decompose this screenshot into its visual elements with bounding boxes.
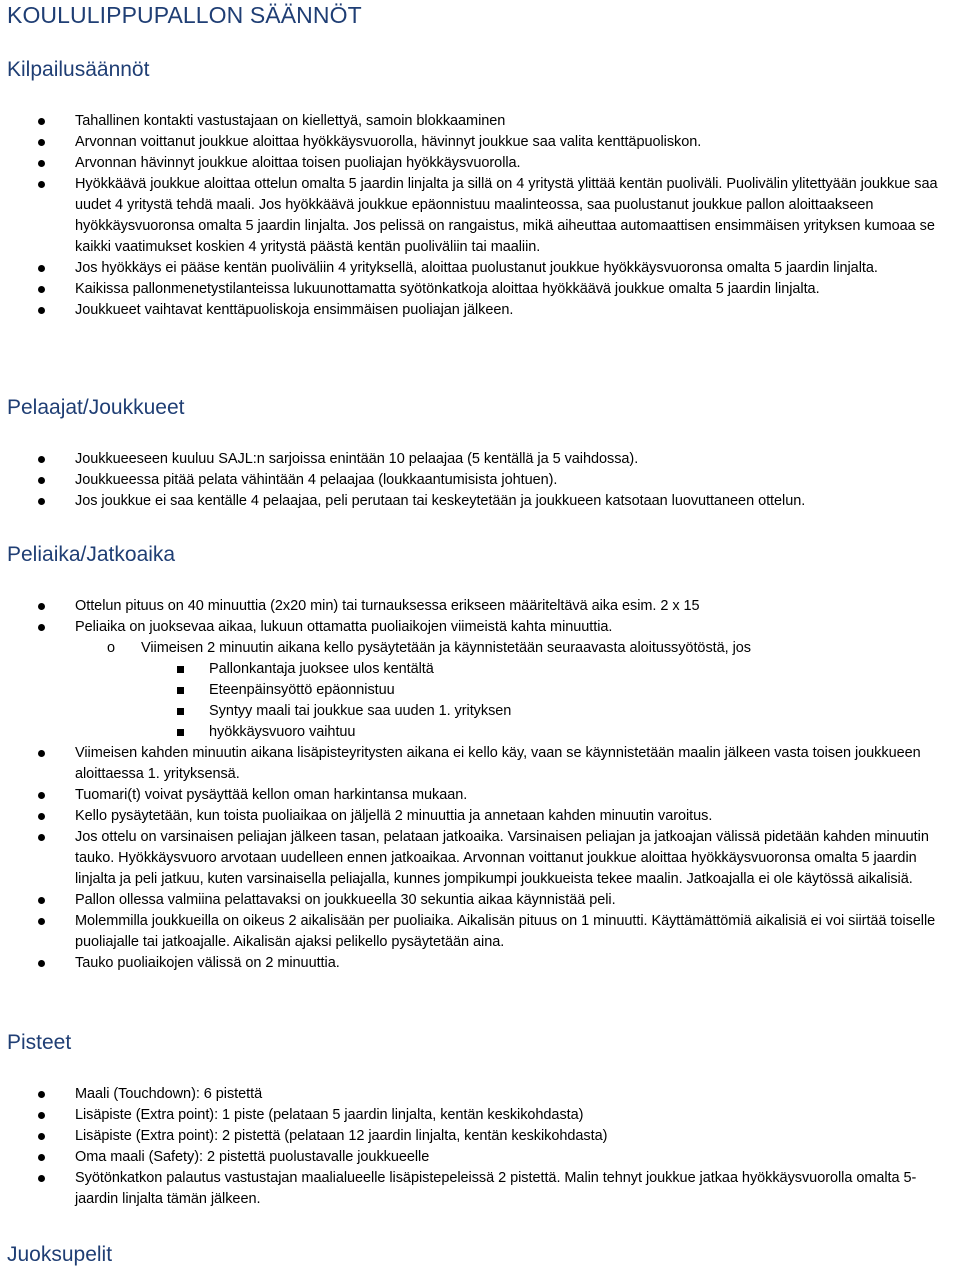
- list-item: [0, 1105, 960, 1126]
- list-item-text: Kello pysäytetään, kun toista puoliaikaa on jäljellä 2 minuuttia ja annetaan kahden minuutin varoitus.: [75, 808, 713, 824]
- list-item: [0, 911, 960, 953]
- list-item-text: Molemmilla joukkueilla on oikeus 2 aikalisään per puoliaika. Aikalisän pituus on 1 minuutti. Käyttämättömiä aikalisiä ei voi siirtää toiselle puoliajalle tai jatkoajalle. Aikalisän ajaksi pelikello pysäytetään aina.: [75, 913, 936, 950]
- list-item-text: Syötönkatkon palautus vastustajan maalialueelle lisäpistepeleissä 2 pistettä. Malin tehnyt joukkue jatkaa hyökkäysvuorolla omalta 5-jaardin linjalta tämän jälkeen.: [75, 1170, 917, 1207]
- list-item: [0, 617, 960, 638]
- list-item: [0, 596, 960, 617]
- list-item-text: Pallon ollessa valmiina pelattavaksi on joukkueella 30 sekuntia aikaa käynnistää peli.: [75, 892, 616, 908]
- section-heading-pelaajat-joukkueet: Pelaajat/Joukkueet: [7, 396, 185, 419]
- section-heading-juoksupelit: Juoksupelit: [7, 1243, 113, 1266]
- section-heading-pisteet: Pisteet: [7, 1031, 72, 1054]
- list-item-text: Tahallinen kontakti vastustajaan on kiellettyä, samoin blokkaaminen: [75, 113, 506, 129]
- list-pisteet: [0, 1084, 960, 1210]
- list-pelaajat-joukkueet: [0, 449, 960, 512]
- list-item-text: Eteenpäinsyöttö epäonnistuu: [209, 682, 395, 698]
- list-item-text: Ottelun pituus on 40 minuuttia (2x20 min) tai turnauksessa erikseen määriteltävä aika esim. 2 x 15: [75, 598, 700, 614]
- list-item: [0, 1126, 960, 1147]
- list-item-text: Viimeisen 2 minuutin aikana kello pysäytetään ja käynnistetään seuraavasta aloitussyötöstä, jos: [141, 640, 751, 656]
- list-item-text: Viimeisen kahden minuutin aikana lisäpisteyritysten aikana ei kello käy, vaan se käynnistetään maalin jälkeen vasta toisen joukkueen aloittaessa 1. yrityksensä.: [75, 745, 921, 782]
- list-item-text: Tauko puoliaikojen välissä on 2 minuuttia.: [75, 955, 340, 971]
- list-item: [0, 300, 960, 321]
- list-item: [0, 1084, 960, 1105]
- list-item: [0, 953, 960, 974]
- sub-sub-list-item: [0, 722, 960, 743]
- list-item: [0, 1147, 960, 1168]
- list-item-text: Joukkueeseen kuuluu SAJL:n sarjoissa enintään 10 pelaajaa (5 kentällä ja 5 vaihdossa).: [75, 451, 639, 467]
- list-item: [0, 491, 960, 512]
- list-item: [0, 785, 960, 806]
- list-item-text: Pallonkantaja juoksee ulos kentältä: [209, 661, 434, 677]
- list-item-text: Syntyy maali tai joukkue saa uuden 1. yrityksen: [209, 703, 512, 719]
- document-title: KOULULIPPUPALLON SÄÄNNÖT: [7, 2, 362, 28]
- list-item: [0, 258, 960, 279]
- list-item: [0, 132, 960, 153]
- list-item: [0, 174, 960, 258]
- list-item: [0, 1168, 960, 1210]
- list-item: [0, 153, 960, 174]
- list-item: [0, 449, 960, 470]
- section-heading-peliaika-jatkoaika: Peliaika/Jatkoaika: [7, 543, 176, 566]
- list-item-text: Tuomari(t) voivat pysäyttää kellon oman harkintansa mukaan.: [75, 787, 468, 803]
- list-item-text: Jos ottelu on varsinaisen peliajan jälkeen tasan, pelataan jatkoaika. Varsinaisen peliajan ja jatkoajan välissä pidetään kahden minuutin tauko. Hyökkäysvuoro arvotaan uudelleen ennen jatkoaikaa. Arvonnan voittanut joukkue aloittaa hyökkäysvuoronsa omalta 5 jaardin linjalta ja peli jatkuu, kuten varsinaisella peliajalla, kunnes jompikumpi joukkueista tekee maalin. Jatkoajalla ei ole käytössä aikalisiä.: [75, 829, 929, 887]
- list-item-text: hyökkäysvuoro vaihtuu: [209, 724, 356, 740]
- sub-sub-list-item: [0, 701, 960, 722]
- list-item-text: Arvonnan voittanut joukkue aloittaa hyökkäysvuorolla, hävinnyt joukkue saa valita kenttäpuoliskon.: [75, 134, 702, 150]
- section-heading-kilpailusaannot: Kilpailusäännöt: [7, 58, 150, 81]
- list-item: [0, 470, 960, 491]
- list-item-text: Peliaika on juoksevaa aikaa, lukuun ottamatta puoliaikojen viimeistä kahta minuuttia.: [75, 619, 613, 635]
- list-item-text: Oma maali (Safety): 2 pistettä puolustavalle joukkueelle: [75, 1149, 430, 1165]
- list-item-text: Jos hyökkäys ei pääse kentän puoliväliin 4 yrityksellä, aloittaa puolustanut joukkue hyökkäysvuoronsa omalta 5 jaardin linjalta.: [75, 260, 878, 276]
- list-item-text: Joukkueet vaihtavat kenttäpuoliskoja ensimmäisen puoliajan jälkeen.: [75, 302, 514, 318]
- list-item-text: Hyökkäävä joukkue aloittaa ottelun omalta 5 jaardin linjalta ja sillä on 4 yritystä ylittää kentän puoliväli. Puolivälin ylitettyään joukkue saa uudet 4 yritystä tehdä maali. Jos hyökkäävä joukkue epäonnistuu maalinteossa, saa puolustanut joukkue pallon aloittaakseen hyökkäysvuoronsa omalta 5 jaardin linjalta. Jos pelissä on rangaistus, mikä aiheuttaa automaattisen ensimmäisen yrityksen kumoaa se kaikki vaatimukset koskien 4 yritystä päästä kentän puoliväliin tai maaliin.: [75, 176, 938, 255]
- list-item: [0, 806, 960, 827]
- list-item: [0, 279, 960, 300]
- list-item-text: Lisäpiste (Extra point): 2 pistettä (pelataan 12 jaardin linjalta, kentän keskikohdasta): [75, 1128, 608, 1144]
- list-item-text: Arvonnan hävinnyt joukkue aloittaa toisen puoliajan hyökkäysvuorolla.: [75, 155, 521, 171]
- list-item: [0, 111, 960, 132]
- list-item-text: Maali (Touchdown): 6 pistettä: [75, 1086, 263, 1102]
- list-item: [0, 743, 960, 785]
- list-item: [0, 890, 960, 911]
- sub-list-item: [0, 638, 960, 659]
- list-item-text: Joukkueessa pitää pelata vähintään 4 pelaajaa (loukkaantumisista johtuen).: [75, 472, 558, 488]
- sub-sub-list-item: [0, 659, 960, 680]
- list-item-text: Jos joukkue ei saa kentälle 4 pelaajaa, peli perutaan tai keskeytetään ja joukkueen katsotaan luovuttaneen ottelun.: [75, 493, 806, 509]
- list-item-text: Lisäpiste (Extra point): 1 piste (pelataan 5 jaardin linjalta, kentän keskikohdasta): [75, 1107, 584, 1123]
- list-item-text: Kaikissa pallonmenetystilanteissa lukuunottamatta syötönkatkoja aloittaa hyökkäävä joukkue omalta 5 jaardin linjalta.: [75, 281, 820, 297]
- list-kilpailusaannot: [0, 111, 960, 321]
- list-item: [0, 827, 960, 890]
- sub-sub-list-item: [0, 680, 960, 701]
- list-peliaika-jatkoaika: [0, 596, 960, 974]
